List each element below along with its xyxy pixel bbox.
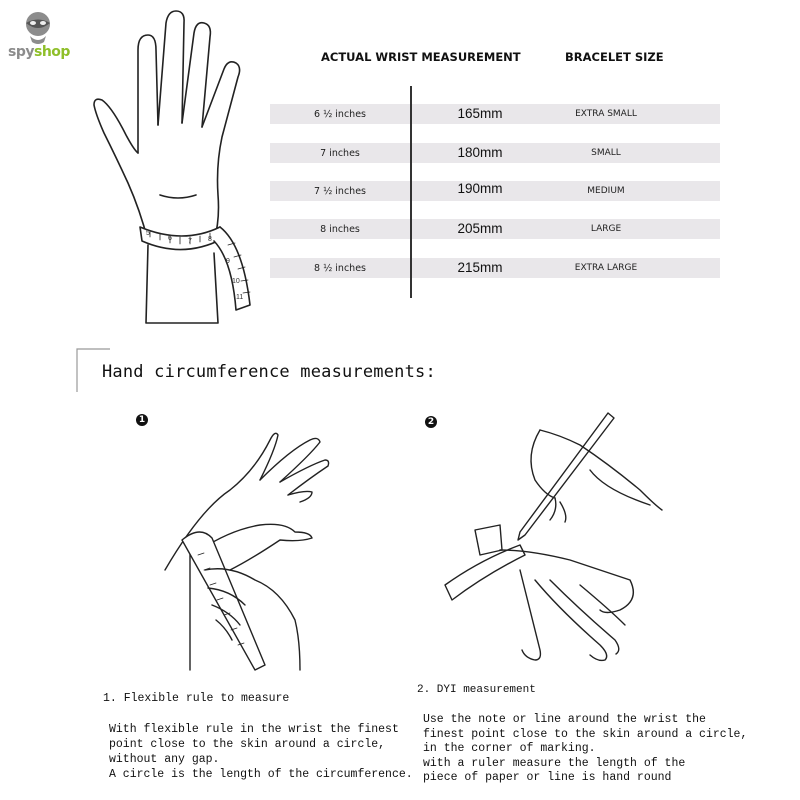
tape-mark-8: 8 (208, 236, 212, 243)
step-2-badge: 2 (425, 416, 437, 428)
row-inches: 7 ½ inches (314, 186, 366, 197)
tape-mark-9: 9 (226, 258, 230, 265)
row-inches: 8 inches (320, 224, 360, 235)
row-mm: 205mm (457, 221, 503, 236)
step-1-line: With flexible rule in the wrist the finest (109, 723, 399, 736)
tape-mark-6: 6 (168, 235, 172, 242)
step-2-line: finest point close to the skin around a circle, (423, 728, 748, 741)
header-actual-wrist: ACTUAL WRIST MEASUREMENT (321, 50, 521, 64)
table-divider (410, 86, 412, 298)
flexible-rule-illustration (160, 420, 360, 680)
row-inches: 7 inches (320, 148, 360, 159)
step-1-badge: 1 (136, 414, 148, 426)
header-bracelet-size: BRACELET SIZE (565, 50, 664, 64)
step-1-line: without any gap. (109, 753, 220, 766)
tape-mark-11: 11 (236, 294, 244, 301)
row-size: MEDIUM (587, 186, 625, 196)
row-mm: 180mm (457, 145, 503, 160)
logo-text-spy: spy (8, 44, 34, 60)
logo-wordmark (8, 44, 70, 60)
step-2-line: Use the note or line around the wrist the (423, 713, 706, 726)
dyi-measurement-illustration (440, 410, 670, 675)
tape-mark-5: 5 (146, 230, 150, 237)
step-1-title: 1. Flexible rule to measure (103, 692, 290, 705)
step-2-line: piece of paper or line is hand round (423, 771, 672, 784)
row-inches: 8 ½ inches (314, 263, 366, 274)
step-1-line: A circle is the length of the circumference. (109, 768, 413, 781)
row-mm: 190mm (457, 181, 503, 196)
tape-mark-10: 10 (232, 278, 240, 285)
row-size: EXTRA LARGE (574, 263, 638, 273)
logo-text-shop: shop (33, 44, 70, 60)
row-mm: 215mm (457, 260, 503, 275)
row-size: EXTRA SMALL (575, 109, 637, 119)
step-2-line: in the corner of marking. (423, 742, 596, 755)
step-2-line: with a ruler measure the length of the (423, 757, 686, 770)
row-mm: 165mm (457, 106, 503, 121)
row-size: LARGE (590, 224, 622, 234)
row-inches: 6 ½ inches (314, 109, 366, 120)
tape-mark-7: 7 (188, 238, 192, 245)
step-1-line: point close to the skin around a circle, (109, 738, 386, 751)
row-size: SMALL (591, 148, 621, 158)
step-2-title: 2. DYI measurement (417, 684, 536, 696)
section-title: Hand circumference measurements: (102, 362, 436, 382)
